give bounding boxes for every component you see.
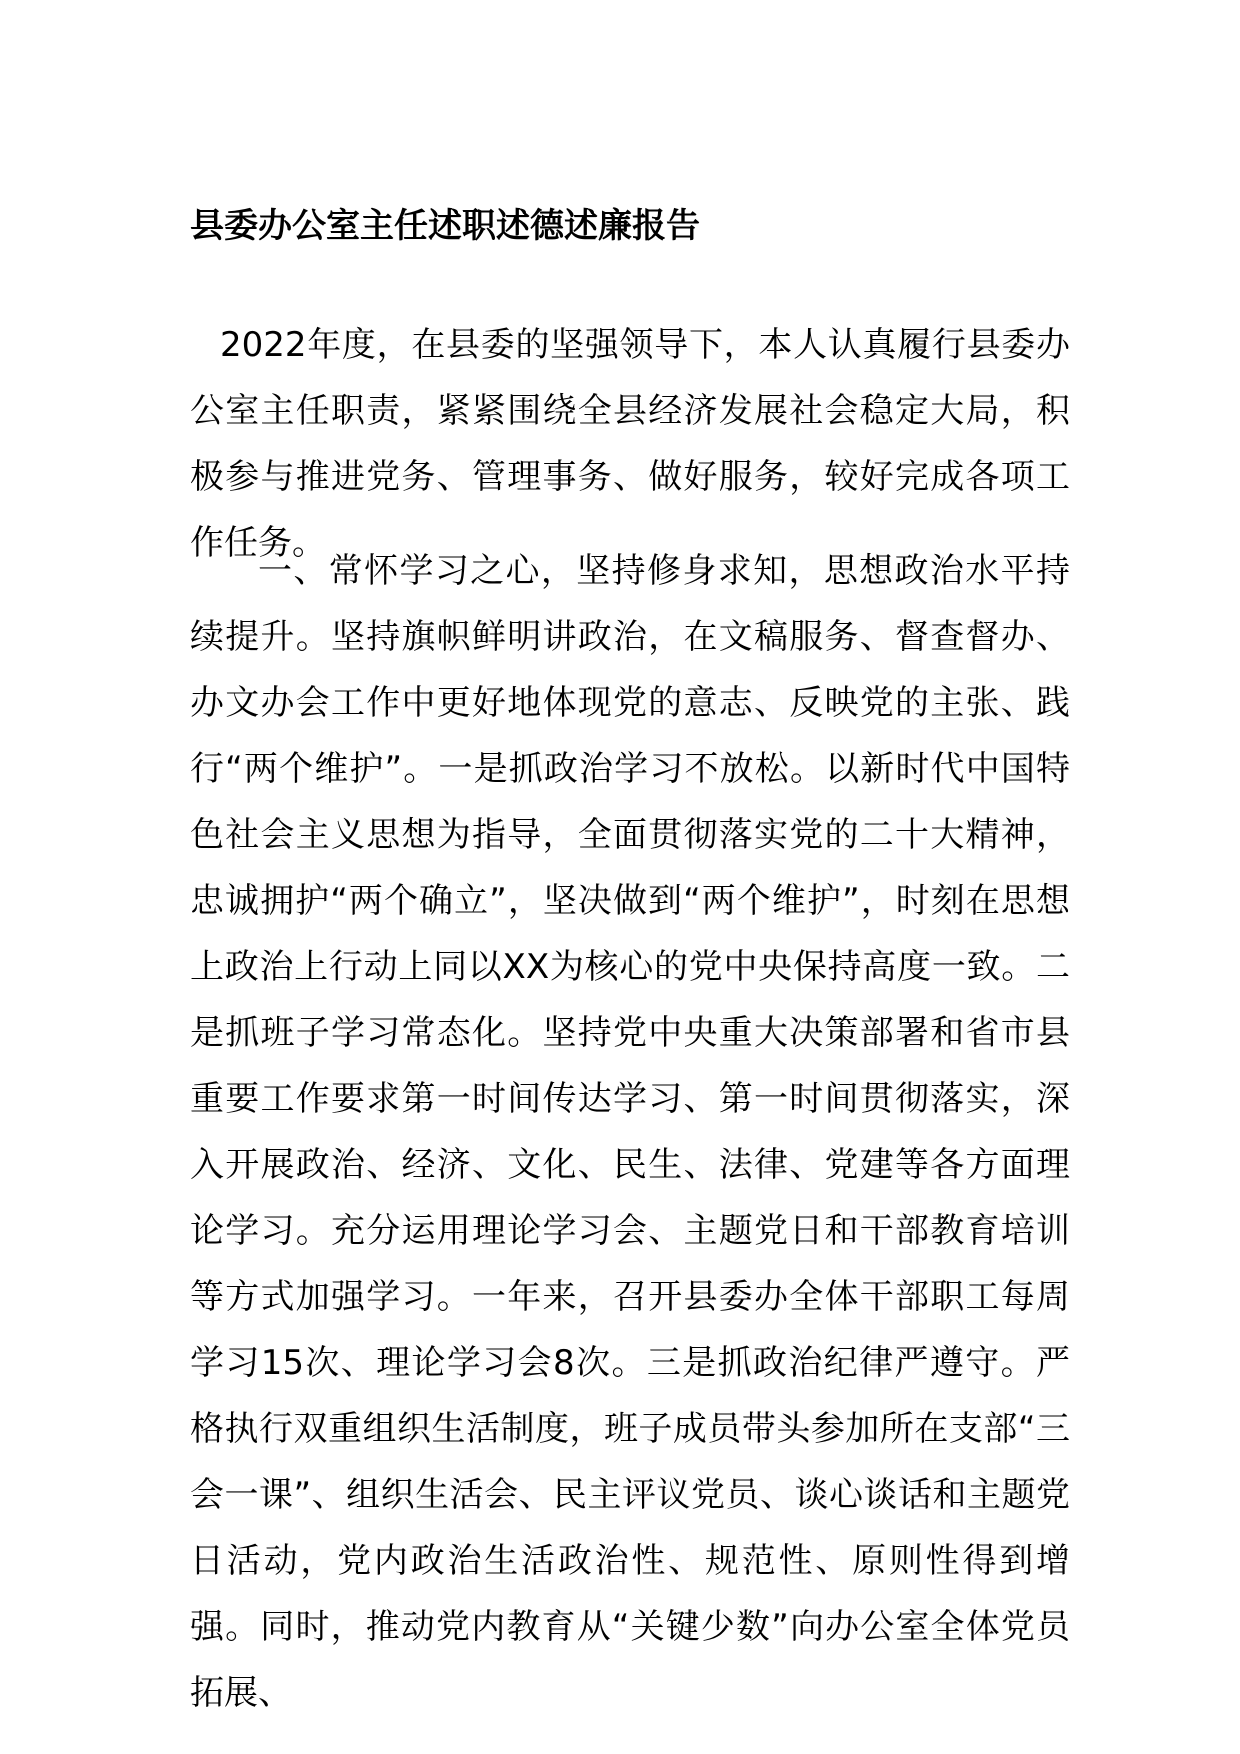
document-title: 县委办公室主任述职述德述廉报告 (190, 206, 700, 246)
paragraph-section-one: 一、常怀学习之心，坚持修身求知，思想政治水平持续提升。坚持旗帜鲜明讲政治，在文稿服务、督查督办、办文办会工作中更好地体现党的意志、反映党的主张、践行“两个维护”。一是抓政治学习不放松。以新时代中国特色社会主义思想为指导，全面贯彻落实党的二十大精神，忠诚拥护“两个确立”，坚决做到“两个维护”，时刻在思想上政治上行动上同以XX为核心的党中央保持高度一致。二是抓班子学习常态化。坚持党中央重大决策部署和省市县重要工作要求第一时间传达学习、第一时间贯彻落实，深入开展政治、经济、文化、民生、法律、党建等各方面理论学习。充分运用理论学习会、主题党日和干部教育培训等方式加强学习。一年来，召开县委办全体干部职工每周学习15次、理论学习会8次。三是抓政治纪律严遵守。严格执行双重组织生活制度，班子成员带头参加所在支部“三会一课”、组织生活会、民主评议党员、谈心谈话和主题党日活动，党内政治生活政治性、规范性、原则性得到增强。同时，推动党内教育从“关键少数”向办公室全体党员拓展、 (190, 551, 1070, 1713)
paragraph-intro: 2022年度，在县委的坚强领导下，本人认真履行县委办公室主任职责，紧紧围绕全县经济发展社会稳定大局，积极参与推进党务、管理事务、做好服务，较好完成各项工作任务。 (190, 325, 1070, 563)
